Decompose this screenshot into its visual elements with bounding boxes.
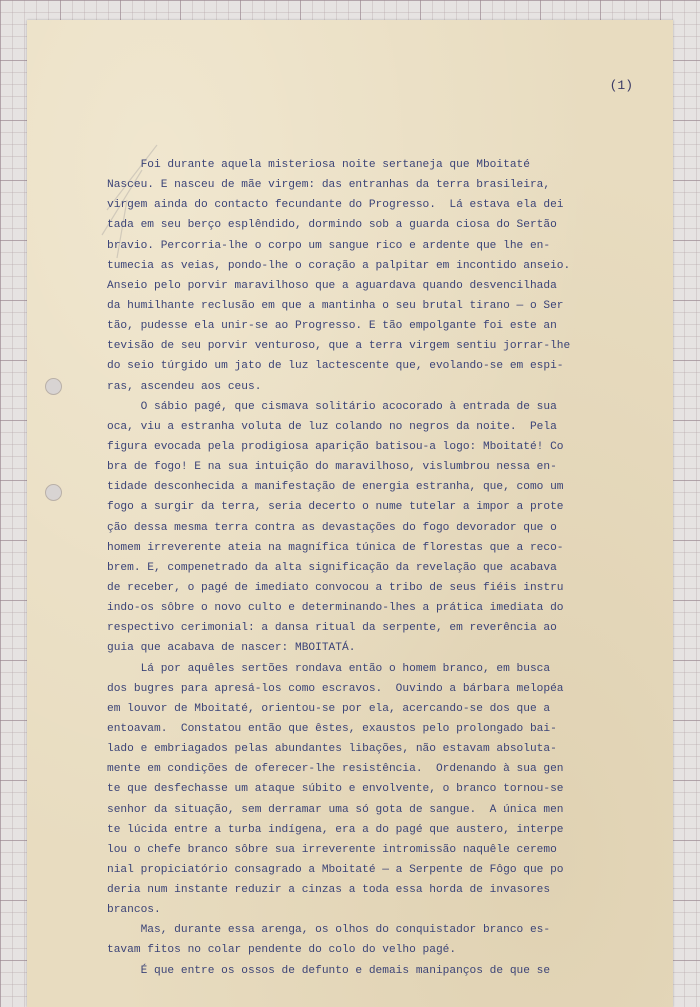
text-line: Lá por aquêles sertões rondava então o homem branco, em busca — [107, 662, 551, 675]
text-line: mente em condições de oferecer-lhe resistência. Ordenando à sua gen — [107, 763, 564, 776]
text-line: tumecia as veias, pondo-lhe o coração a palpitar em incontido anseio. — [107, 259, 571, 272]
text-line: nial propiciatório consagrado a Mboitaté — a Serpente de Fôgo que po — [107, 863, 564, 876]
text-line: guia que acabava de nascer: MBOITATÁ. — [107, 642, 356, 655]
text-line: senhor da situação, sem derramar uma só gota de sangue. A única men — [107, 803, 564, 816]
text-line: brancos. — [107, 904, 161, 917]
text-line: tidade desconhecida a manifestação de energia estranha, que, como um — [107, 481, 564, 494]
page-number: (1) — [609, 78, 633, 93]
text-line: tada em seu berço esplêndido, dormindo sob a guarda ciosa do Sertão — [107, 219, 557, 232]
text-line: entoavam. Constatou então que êstes, exaustos pelo prolongado bai- — [107, 722, 557, 735]
text-line: respectivo cerimonial: a dansa ritual da serpente, em reverência ao — [107, 622, 557, 635]
text-line: lado e embriagados pelas abundantes libações, não estavam absoluta- — [107, 743, 557, 756]
punch-hole-bottom — [45, 484, 62, 501]
text-line: lou o chefe branco sôbre sua irreverente intromissão naquêle ceremo — [107, 843, 557, 856]
text-line: Nasceu. E nasceu de mãe virgem: das entranhas da terra brasileira, — [107, 179, 551, 192]
text-line: de receber, o pagé de imediato convocou a tribo de seus fiéis instru — [107, 581, 564, 594]
text-line: ras, ascendeu aos ceus. — [107, 380, 262, 393]
text-line: ção dessa mesma terra contra as devastações do fogo devorador que o — [107, 521, 557, 534]
punch-hole-top — [45, 378, 62, 395]
text-line: deria num instante reduzir a cinzas a toda essa horda de invasores — [107, 884, 551, 897]
text-line: Anseio pelo porvir maravilhoso que a aguardava quando desvencilhada — [107, 279, 557, 292]
text-line: Mas, durante essa arenga, os olhos do conquistador branco es- — [107, 924, 551, 937]
text-line: te lúcida entre a turba indígena, era a do pagé que austero, interpe — [107, 823, 564, 836]
text-line: virgem ainda do contacto fecundante do Progresso. Lá estava ela dei — [107, 199, 564, 212]
text-line: Foi durante aquela misteriosa noite sertaneja que Mboitaté — [107, 159, 530, 171]
text-line: fogo a surgir da terra, seria decerto o nume tutelar a impor a prote — [107, 501, 564, 514]
text-line: brem. E, compenetrado da alta significação da revelação que acabava — [107, 561, 557, 574]
typed-text-body — [107, 155, 647, 981]
text-line: figura evocada pela prodigiosa aparição batisou-a logo: Mboitaté! Co — [107, 440, 564, 453]
text-line: homem irreverente ateia na magnífica túnica de florestas que a reco- — [107, 541, 564, 554]
text-line: em louvor de Mboitaté, orientou-se por ela, acercando-se dos que a — [107, 702, 551, 715]
text-line: oca, viu a estranha voluta de luz colando no negros da noite. Pela — [107, 420, 557, 433]
text-line: O sábio pagé, que cismava solitário acocorado à entrada de sua — [107, 400, 557, 413]
text-line: bravio. Percorria-lhe o corpo um sangue rico e ardente que lhe en- — [107, 239, 551, 252]
text-line: bra de fogo! E na sua intuição do maravilhoso, vislumbrou nessa en- — [107, 461, 557, 474]
text-line: tevisão de seu porvir venturoso, que a terra virgem sentiu jorrar-lhe — [107, 340, 571, 353]
text-line: dos bugres para apresá-los como escravos. Ouvindo a bárbara melopéa — [107, 682, 564, 695]
text-line: tão, pudesse ela unir-se ao Progresso. E tão empolgante foi este an — [107, 320, 557, 333]
text-line: da humilhante reclusão em que a mantinha o seu brutal tirano — o Ser — [107, 299, 564, 312]
text-line: É que entre os ossos de defunto e demais manipanços de que se — [107, 964, 551, 977]
text-line: te que desfechasse um ataque súbito e envolvente, o branco tornou-se — [107, 783, 564, 796]
text-line: tavam fitos no colar pendente do colo do velho pagé. — [107, 944, 457, 957]
text-line: do seio túrgido um jato de luz lactescente que, evolando-se em espi- — [107, 360, 564, 373]
text-line: indo-os sôbre o novo culto e determinando-lhes a prática imediata do — [107, 602, 564, 615]
